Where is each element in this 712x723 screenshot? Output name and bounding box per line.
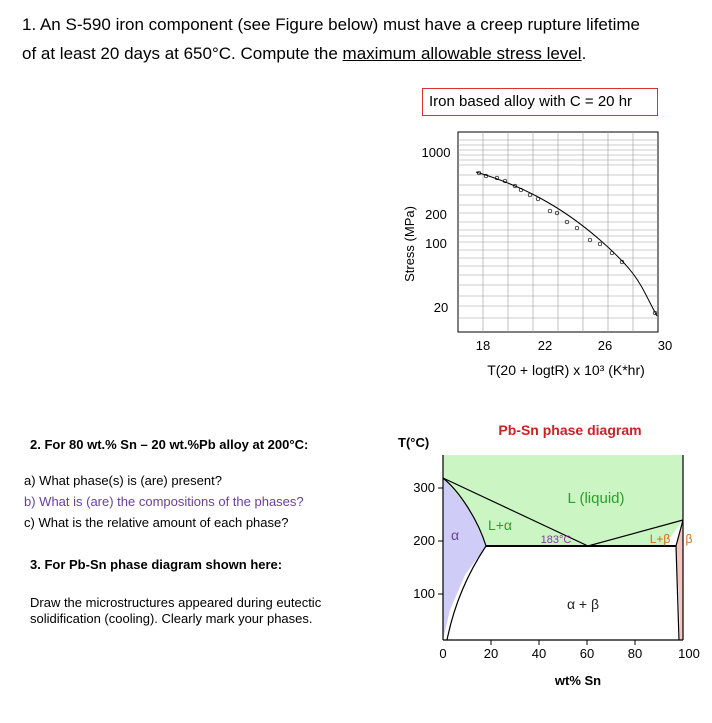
creep-ytick-20: 20 [433, 300, 449, 315]
alpha-beta-label: α + β [566, 596, 600, 612]
phase-diagram-ylabel: T(°C) [398, 435, 430, 450]
phase-xlabel: wt% Sn [554, 673, 602, 688]
phase-xtick-40: 40 [531, 646, 547, 661]
question1-line2-suffix: . [581, 44, 587, 63]
creep-xtick-30: 30 [657, 338, 673, 353]
creep-chart [402, 132, 672, 378]
eutectic-temp-label: 183°C [540, 534, 572, 546]
question2-part-c: c) What is the relative amount of each phase? [24, 515, 289, 530]
question3-line1: Draw the microstructures appeared during eutectic [30, 595, 322, 610]
question1-emphasis: maximum allowable stress level [342, 44, 582, 63]
liquid-label: L (liquid) [567, 490, 625, 507]
creep-ytick-200: 200 [425, 207, 447, 222]
phase-ytick-300: 300 [413, 480, 435, 495]
phase-xtick-80: 80 [627, 646, 643, 661]
question1-line2-prefix: of at least 20 days at 650°C. Compute the [22, 44, 343, 63]
question2-part-b: b) What is (are) the compositions of the phases? [24, 494, 304, 509]
beta-label: β [685, 532, 693, 546]
creep-xtick-26: 26 [597, 338, 613, 353]
creep-ytick-1000: 1000 [421, 145, 451, 160]
question3-heading: 3. For Pb-Sn phase diagram shown here: [30, 557, 283, 572]
phase-ytick-200: 200 [413, 533, 435, 548]
alpha-label: α [450, 527, 460, 543]
phase-xtick-100: 100 [678, 646, 700, 661]
creep-ytick-100: 100 [425, 236, 447, 251]
creep-xtick-22: 22 [537, 338, 553, 353]
question1-line1: 1. An S-590 iron component (see Figure below) must have a creep rupture lifetime [22, 15, 640, 34]
l-beta-label: L+β [649, 532, 671, 546]
phase-xtick-20: 20 [483, 646, 499, 661]
l-alpha-label: L+α [487, 517, 513, 533]
phase-ytick-100: 100 [413, 586, 435, 601]
phase-xtick-0: 0 [439, 646, 447, 661]
creep-chart-ylabel: Stress (MPa) [402, 206, 417, 282]
phase-diagram-title: Pb-Sn phase diagram [498, 422, 642, 438]
phase-diagram [398, 422, 700, 688]
question2-part-a: a) What phase(s) is (are) present? [24, 473, 222, 488]
creep-chart-legend: Iron based alloy with C = 20 hr [422, 88, 658, 116]
creep-chart-xlabel: T(20 + log​tR) x 10³ (K*hr) [487, 362, 645, 378]
phase-xtick-60: 60 [579, 646, 595, 661]
creep-xtick-18: 18 [475, 338, 491, 353]
question3-line2: solidification (cooling). Clearly mark your phases. [30, 611, 313, 626]
question2-heading: 2. For 80 wt.% Sn – 20 wt.%Pb alloy at 200°C: [30, 437, 309, 452]
